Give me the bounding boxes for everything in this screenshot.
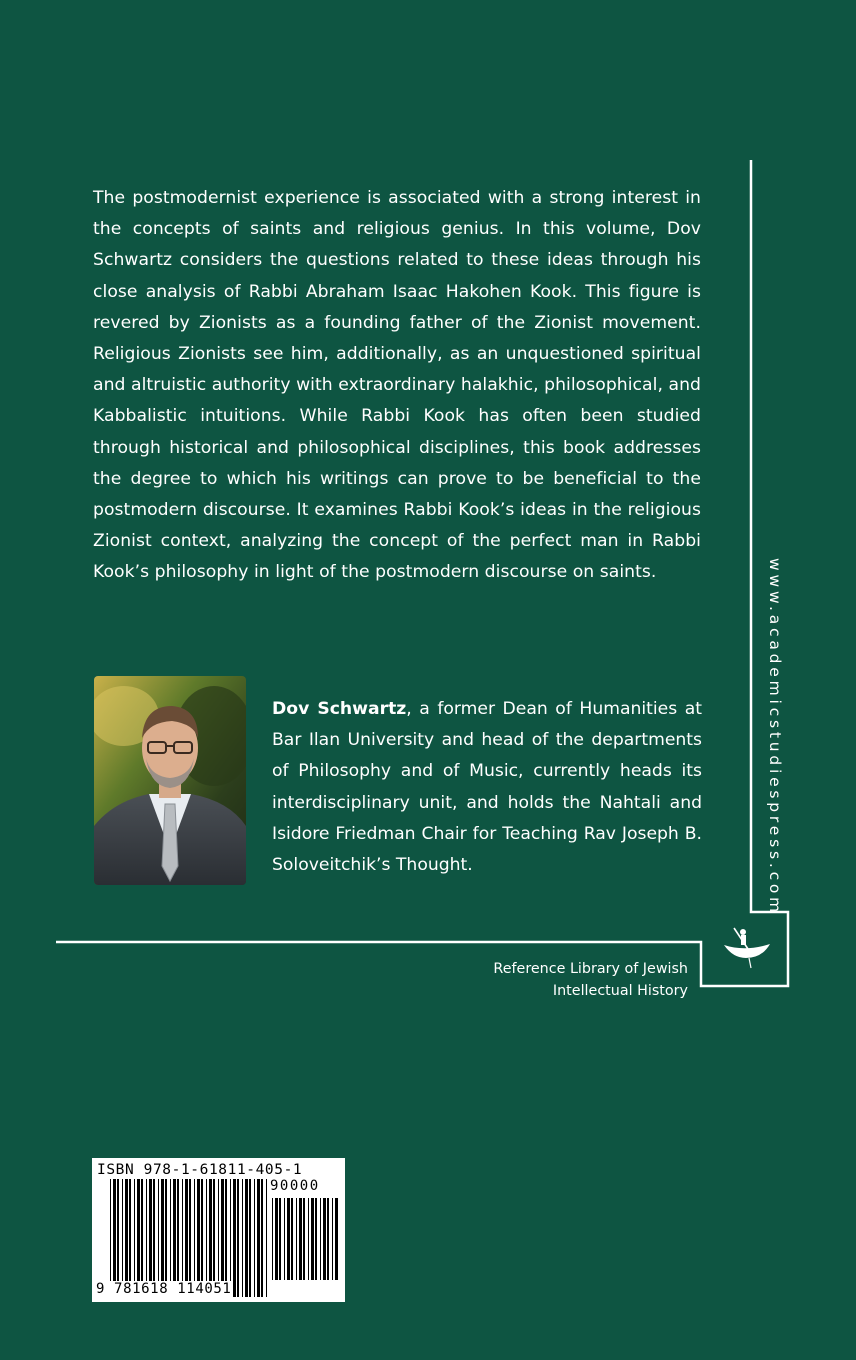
- barcode-bar: [242, 1179, 243, 1297]
- barcode-bar: [158, 1179, 159, 1297]
- series-title: [440, 958, 688, 1002]
- barcode-bar: [230, 1179, 231, 1297]
- barcode-bar: [173, 1179, 176, 1297]
- barcode-bar: [149, 1179, 152, 1297]
- barcode-bar: [275, 1198, 278, 1280]
- barcode-bar: [323, 1198, 326, 1280]
- barcode-bar: [117, 1179, 119, 1297]
- barcode-bar: [299, 1198, 302, 1280]
- barcode-bar: [185, 1179, 188, 1297]
- barcode-bar: [257, 1179, 260, 1297]
- barcode-bar: [182, 1179, 183, 1297]
- barcode-bar: [134, 1179, 135, 1297]
- barcode-bar: [296, 1198, 297, 1280]
- author-bio: [272, 694, 702, 881]
- book-description: The postmodernist experience is associated with a strong interest in the concepts of saints and religious genius. In this volume, Dov Schwartz considers the questions related to these ideas through his close analysis of Rabbi Abraham Isaac Hakohen Kook. This figure is revered by Zionists as a founding father of the Zionist movement. Religious Zionists see him, additionally, as an unquestioned spiritual and altruistic authority with extraordinary halakhic, philosophical, and Kabbalistic intuitions. While Rabbi Kook has often been studied through historical and philosophical disciplines, this book addresses the degree to which his writings can prove to be beneficial to the postmodern discourse. It examines Rabbi Kook’s ideas in the religious Zionist context, analyzing the concept of the perfect man in Rabbi Kook’s philosophy in light of the postmodern discourse on saints.: [93, 188, 701, 583]
- barcode-bar: [249, 1179, 251, 1297]
- publisher-website: www.academicstudiespress.com: [766, 558, 784, 917]
- barcode-bar: [303, 1198, 305, 1280]
- barcode-bar: [315, 1198, 317, 1280]
- author-name: Dov Schwartz: [272, 699, 407, 719]
- isbn-barcode: [92, 1158, 345, 1302]
- barcode-bar: [332, 1198, 333, 1280]
- ean-bars: [110, 1179, 270, 1297]
- barcode-bar: [170, 1179, 171, 1297]
- barcode-bar: [213, 1179, 215, 1297]
- barcode-bar: [287, 1198, 290, 1280]
- barcode-bar: [311, 1198, 314, 1280]
- barcode-bar: [284, 1198, 285, 1280]
- barcode-bar: [110, 1179, 111, 1297]
- barcode-bar: [165, 1179, 167, 1297]
- barcode-bar: [233, 1179, 236, 1297]
- barcode-bar: [122, 1179, 123, 1297]
- barcode-bar: [129, 1179, 131, 1297]
- barcode-bar: [327, 1198, 329, 1280]
- barcode-bar: [201, 1179, 203, 1297]
- barcode-bar: [245, 1179, 248, 1297]
- barcode-bar: [206, 1179, 207, 1297]
- barcode-bar: [335, 1198, 338, 1280]
- isbn-text: ISBN 978-1-61811-405-1: [97, 1162, 303, 1178]
- barcode-bar: [261, 1179, 263, 1297]
- barcode-bar: [189, 1179, 191, 1297]
- barcode-bar: [125, 1179, 128, 1297]
- author-bio-text: , a former Dean of Humanities at Bar Ilan University and head of the departments of Philosophy and of Music, currently heads its interdisciplinary unit, and holds the Nahtali and Isidore Friedman Chair for Teaching Rav Joseph B. Soloveitchik’s Thought.: [272, 699, 702, 876]
- barcode-bar: [320, 1198, 321, 1280]
- barcode-bar: [177, 1179, 179, 1297]
- price-addon-text: 90000: [270, 1178, 320, 1194]
- series-title-line-1: Reference Library of Jewish: [493, 961, 688, 977]
- barcode-bar: [266, 1179, 267, 1297]
- barcode-bar: [291, 1198, 293, 1280]
- boat-logo-icon: [724, 928, 770, 968]
- barcode-bar: [146, 1179, 147, 1297]
- barcode-bar: [272, 1198, 273, 1280]
- barcode-bar: [237, 1179, 239, 1297]
- series-title-line-2: Intellectual History: [552, 983, 688, 999]
- ean-digits: 9 781618 114051: [96, 1281, 232, 1297]
- barcode-bar: [137, 1179, 140, 1297]
- barcode-bar: [218, 1179, 219, 1297]
- barcode-bar: [153, 1179, 155, 1297]
- barcode-bar: [279, 1198, 281, 1280]
- barcode-bar: [194, 1179, 195, 1297]
- author-photo: [94, 676, 246, 885]
- barcode-bar: [161, 1179, 164, 1297]
- barcode-bar: [221, 1179, 224, 1297]
- barcode-bar: [254, 1179, 255, 1297]
- barcode-bar: [113, 1179, 116, 1297]
- barcode-bar: [141, 1179, 143, 1297]
- barcode-bar: [197, 1179, 200, 1297]
- addon-bars: [272, 1198, 338, 1280]
- barcode-bar: [225, 1179, 227, 1297]
- barcode-bar: [308, 1198, 309, 1280]
- barcode-bar: [209, 1179, 212, 1297]
